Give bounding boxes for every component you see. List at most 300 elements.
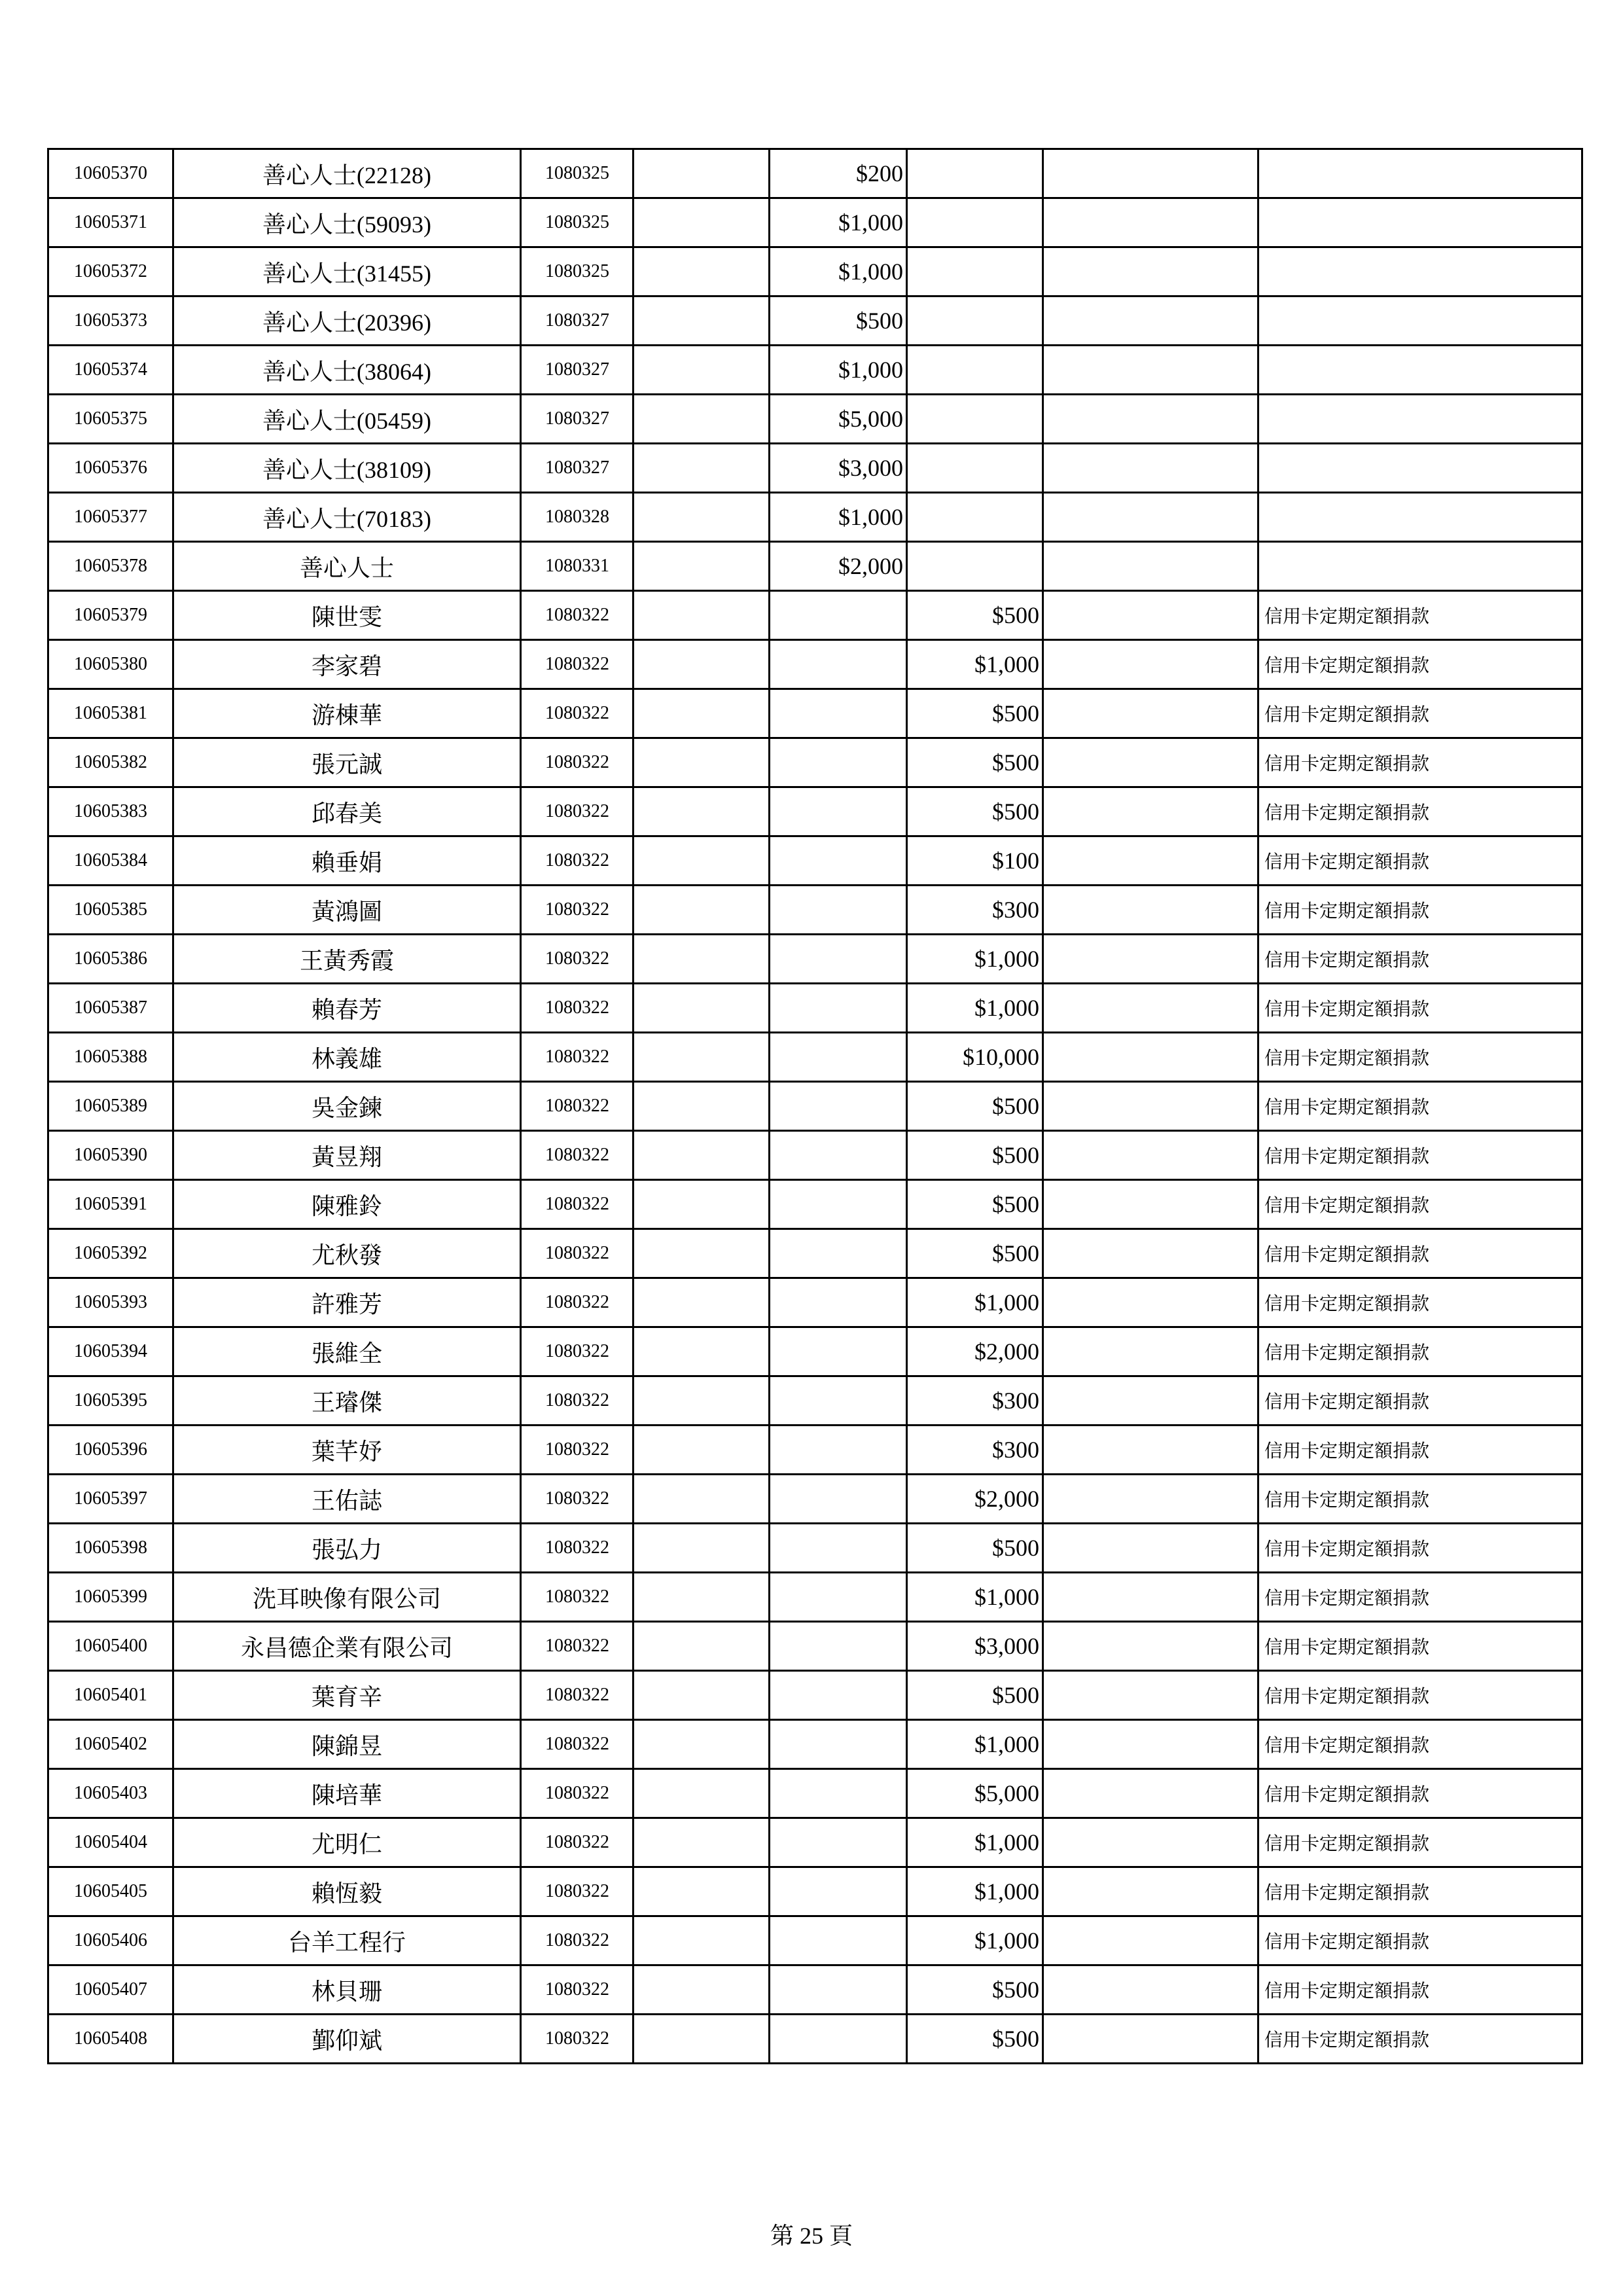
table-row	[48, 1622, 1582, 1671]
donation-date-cell: 1080322	[521, 1622, 633, 1671]
receipt-number-cell: 10605385	[48, 886, 173, 935]
amount-cell	[770, 591, 907, 640]
card-amount-cell: $500	[907, 1229, 1043, 1278]
note-cell: 信用卡定期定額捐款	[1258, 1769, 1582, 1818]
blank-cell	[633, 591, 770, 640]
table-row	[48, 1082, 1582, 1131]
donation-date-cell: 1080322	[521, 787, 633, 836]
card-amount-cell: $1,000	[907, 1720, 1043, 1769]
amount-cell	[770, 1131, 907, 1180]
donation-date-cell: 1080322	[521, 1720, 633, 1769]
table-row	[48, 1671, 1582, 1720]
blank-cell	[633, 444, 770, 493]
blank-cell	[633, 886, 770, 935]
blank-cell	[633, 1671, 770, 1720]
note-cell: 信用卡定期定額捐款	[1258, 1327, 1582, 1376]
blank-cell	[1043, 640, 1258, 689]
donation-date-cell: 1080325	[521, 198, 633, 247]
table-row	[48, 935, 1582, 984]
note-cell: 信用卡定期定額捐款	[1258, 2015, 1582, 2064]
donation-date-cell: 1080322	[521, 1229, 633, 1278]
blank-cell	[1043, 1229, 1258, 1278]
receipt-number-cell: 10605388	[48, 1033, 173, 1082]
blank-cell	[1043, 738, 1258, 787]
blank-cell	[633, 395, 770, 444]
card-amount-cell	[907, 493, 1043, 542]
receipt-number-cell: 10605403	[48, 1769, 173, 1818]
blank-cell	[633, 1278, 770, 1327]
donor-name-cell: 王黃秀霞	[173, 935, 521, 984]
table-row	[48, 1376, 1582, 1426]
blank-cell	[633, 1426, 770, 1475]
table-row	[48, 886, 1582, 935]
amount-cell	[770, 1818, 907, 1867]
blank-cell	[633, 787, 770, 836]
receipt-number-cell: 10605379	[48, 591, 173, 640]
donor-name-cell: 陳培華	[173, 1769, 521, 1818]
note-cell	[1258, 493, 1582, 542]
note-cell: 信用卡定期定額捐款	[1258, 984, 1582, 1033]
receipt-number-cell: 10605398	[48, 1524, 173, 1573]
donor-name-cell: 林義雄	[173, 1033, 521, 1082]
donation-date-cell: 1080325	[521, 149, 633, 198]
receipt-number-cell: 10605384	[48, 836, 173, 886]
receipt-number-cell: 10605395	[48, 1376, 173, 1426]
card-amount-cell: $1,000	[907, 640, 1043, 689]
donor-name-cell: 張元誠	[173, 738, 521, 787]
blank-cell	[633, 542, 770, 591]
amount-cell	[770, 1622, 907, 1671]
table-row	[48, 1327, 1582, 1376]
blank-cell	[633, 1033, 770, 1082]
amount-cell	[770, 1769, 907, 1818]
note-cell: 信用卡定期定額捐款	[1258, 935, 1582, 984]
donor-name-cell: 葉芊妤	[173, 1426, 521, 1475]
blank-cell	[633, 1769, 770, 1818]
blank-cell	[1043, 1033, 1258, 1082]
card-amount-cell: $500	[907, 1131, 1043, 1180]
receipt-number-cell: 10605377	[48, 493, 173, 542]
amount-cell: $5,000	[770, 395, 907, 444]
table-body	[48, 149, 1582, 2064]
card-amount-cell	[907, 149, 1043, 198]
blank-cell	[633, 1965, 770, 2015]
receipt-number-cell: 10605393	[48, 1278, 173, 1327]
blank-cell	[1043, 1278, 1258, 1327]
receipt-number-cell: 10605383	[48, 787, 173, 836]
card-amount-cell	[907, 395, 1043, 444]
receipt-number-cell: 10605372	[48, 247, 173, 296]
receipt-number-cell: 10605375	[48, 395, 173, 444]
donor-name-cell: 黃鴻圖	[173, 886, 521, 935]
amount-cell	[770, 1671, 907, 1720]
amount-cell	[770, 2015, 907, 2064]
donation-date-cell: 1080322	[521, 1426, 633, 1475]
receipt-number-cell: 10605382	[48, 738, 173, 787]
donor-name-cell: 善心人士(70183)	[173, 493, 521, 542]
amount-cell	[770, 1475, 907, 1524]
table-row	[48, 1278, 1582, 1327]
donation-date-cell: 1080322	[521, 984, 633, 1033]
blank-cell	[633, 935, 770, 984]
donation-date-cell: 1080322	[521, 2015, 633, 2064]
receipt-number-cell: 10605394	[48, 1327, 173, 1376]
table-row	[48, 1720, 1582, 1769]
receipt-number-cell: 10605370	[48, 149, 173, 198]
donor-name-cell: 張維全	[173, 1327, 521, 1376]
amount-cell: $1,000	[770, 346, 907, 395]
donor-name-cell: 尤秋發	[173, 1229, 521, 1278]
note-cell: 信用卡定期定額捐款	[1258, 1916, 1582, 1965]
amount-cell: $3,000	[770, 444, 907, 493]
card-amount-cell: $1,000	[907, 935, 1043, 984]
donation-date-cell: 1080322	[521, 1475, 633, 1524]
amount-cell	[770, 787, 907, 836]
table-row	[48, 1229, 1582, 1278]
receipt-number-cell: 10605380	[48, 640, 173, 689]
table-row	[48, 1769, 1582, 1818]
table-row	[48, 247, 1582, 296]
donation-date-cell: 1080322	[521, 1867, 633, 1916]
receipt-number-cell: 10605374	[48, 346, 173, 395]
card-amount-cell: $1,000	[907, 1867, 1043, 1916]
donation-date-cell: 1080327	[521, 346, 633, 395]
blank-cell	[1043, 1376, 1258, 1426]
blank-cell	[633, 836, 770, 886]
amount-cell	[770, 836, 907, 886]
blank-cell	[1043, 444, 1258, 493]
amount-cell	[770, 1180, 907, 1229]
receipt-number-cell: 10605399	[48, 1573, 173, 1622]
donor-name-cell: 黃昱翔	[173, 1131, 521, 1180]
note-cell	[1258, 198, 1582, 247]
blank-cell	[1043, 1524, 1258, 1573]
blank-cell	[1043, 1769, 1258, 1818]
receipt-number-cell: 10605405	[48, 1867, 173, 1916]
receipt-number-cell: 10605404	[48, 1818, 173, 1867]
donation-date-cell: 1080322	[521, 640, 633, 689]
note-cell: 信用卡定期定額捐款	[1258, 787, 1582, 836]
card-amount-cell: $3,000	[907, 1622, 1043, 1671]
donor-name-cell: 善心人士(31455)	[173, 247, 521, 296]
blank-cell	[1043, 1082, 1258, 1131]
blank-cell	[1043, 886, 1258, 935]
card-amount-cell: $2,000	[907, 1327, 1043, 1376]
amount-cell	[770, 1916, 907, 1965]
note-cell: 信用卡定期定額捐款	[1258, 1180, 1582, 1229]
amount-cell	[770, 1082, 907, 1131]
blank-cell	[633, 738, 770, 787]
blank-cell	[1043, 1720, 1258, 1769]
donation-date-cell: 1080322	[521, 1180, 633, 1229]
amount-cell	[770, 1965, 907, 2015]
donor-name-cell: 賴恆毅	[173, 1867, 521, 1916]
card-amount-cell: $5,000	[907, 1769, 1043, 1818]
receipt-number-cell: 10605400	[48, 1622, 173, 1671]
card-amount-cell	[907, 296, 1043, 346]
donor-name-cell: 王佑誌	[173, 1475, 521, 1524]
donor-name-cell: 善心人士	[173, 542, 521, 591]
note-cell: 信用卡定期定額捐款	[1258, 1818, 1582, 1867]
donation-date-cell: 1080322	[521, 886, 633, 935]
card-amount-cell: $300	[907, 1426, 1043, 1475]
receipt-number-cell: 10605387	[48, 984, 173, 1033]
donation-date-cell: 1080322	[521, 1818, 633, 1867]
note-cell: 信用卡定期定額捐款	[1258, 1622, 1582, 1671]
blank-cell	[633, 198, 770, 247]
amount-cell	[770, 1524, 907, 1573]
blank-cell	[1043, 198, 1258, 247]
donor-name-cell: 張弘力	[173, 1524, 521, 1573]
amount-cell	[770, 1033, 907, 1082]
amount-cell	[770, 984, 907, 1033]
card-amount-cell: $500	[907, 1671, 1043, 1720]
donation-date-cell: 1080322	[521, 935, 633, 984]
card-amount-cell: $500	[907, 689, 1043, 738]
card-amount-cell	[907, 198, 1043, 247]
blank-cell	[1043, 149, 1258, 198]
blank-cell	[633, 1229, 770, 1278]
table-row	[48, 2015, 1582, 2064]
amount-cell	[770, 1229, 907, 1278]
donor-name-cell: 善心人士(59093)	[173, 198, 521, 247]
table-row	[48, 1965, 1582, 2015]
donation-date-cell: 1080328	[521, 493, 633, 542]
donor-name-cell: 永昌德企業有限公司	[173, 1622, 521, 1671]
donation-date-cell: 1080322	[521, 1131, 633, 1180]
card-amount-cell: $1,000	[907, 1916, 1043, 1965]
donor-name-cell: 善心人士(22128)	[173, 149, 521, 198]
table-row	[48, 836, 1582, 886]
note-cell: 信用卡定期定額捐款	[1258, 1720, 1582, 1769]
blank-cell	[633, 149, 770, 198]
table-row	[48, 444, 1582, 493]
card-amount-cell: $500	[907, 787, 1043, 836]
blank-cell	[1043, 984, 1258, 1033]
blank-cell	[633, 1082, 770, 1131]
receipt-number-cell: 10605407	[48, 1965, 173, 2015]
blank-cell	[633, 1867, 770, 1916]
blank-cell	[1043, 247, 1258, 296]
receipt-number-cell: 10605402	[48, 1720, 173, 1769]
amount-cell	[770, 935, 907, 984]
blank-cell	[1043, 395, 1258, 444]
donation-date-cell: 1080322	[521, 1376, 633, 1426]
card-amount-cell: $10,000	[907, 1033, 1043, 1082]
note-cell: 信用卡定期定額捐款	[1258, 689, 1582, 738]
receipt-number-cell: 10605406	[48, 1916, 173, 1965]
blank-cell	[633, 2015, 770, 2064]
blank-cell	[633, 984, 770, 1033]
receipt-number-cell: 10605381	[48, 689, 173, 738]
donation-date-cell: 1080322	[521, 1278, 633, 1327]
donation-date-cell: 1080322	[521, 1671, 633, 1720]
amount-cell	[770, 1376, 907, 1426]
blank-cell	[1043, 1573, 1258, 1622]
note-cell: 信用卡定期定額捐款	[1258, 738, 1582, 787]
receipt-number-cell: 10605396	[48, 1426, 173, 1475]
table-row	[48, 738, 1582, 787]
blank-cell	[1043, 1818, 1258, 1867]
donor-name-cell: 賴春芳	[173, 984, 521, 1033]
donor-name-cell: 賴垂娟	[173, 836, 521, 886]
note-cell: 信用卡定期定額捐款	[1258, 1278, 1582, 1327]
donor-name-cell: 陳世雯	[173, 591, 521, 640]
blank-cell	[633, 640, 770, 689]
amount-cell: $1,000	[770, 493, 907, 542]
donation-date-cell: 1080322	[521, 1916, 633, 1965]
blank-cell	[633, 689, 770, 738]
amount-cell: $1,000	[770, 198, 907, 247]
donation-date-cell: 1080331	[521, 542, 633, 591]
donation-table	[47, 148, 1583, 2064]
blank-cell	[1043, 1916, 1258, 1965]
amount-cell	[770, 1720, 907, 1769]
donor-name-cell: 王璿傑	[173, 1376, 521, 1426]
table-row	[48, 198, 1582, 247]
card-amount-cell: $1,000	[907, 984, 1043, 1033]
card-amount-cell: $300	[907, 886, 1043, 935]
note-cell: 信用卡定期定額捐款	[1258, 1229, 1582, 1278]
note-cell	[1258, 149, 1582, 198]
donation-date-cell: 1080322	[521, 1082, 633, 1131]
table-row	[48, 1524, 1582, 1573]
table-row	[48, 640, 1582, 689]
blank-cell	[1043, 542, 1258, 591]
donor-name-cell: 鄞仰斌	[173, 2015, 521, 2064]
blank-cell	[633, 1475, 770, 1524]
table-row	[48, 542, 1582, 591]
table-row	[48, 787, 1582, 836]
donor-name-cell: 李家碧	[173, 640, 521, 689]
blank-cell	[633, 1622, 770, 1671]
note-cell: 信用卡定期定額捐款	[1258, 591, 1582, 640]
table-row	[48, 1573, 1582, 1622]
note-cell: 信用卡定期定額捐款	[1258, 1524, 1582, 1573]
receipt-number-cell: 10605401	[48, 1671, 173, 1720]
blank-cell	[1043, 1475, 1258, 1524]
card-amount-cell: $1,000	[907, 1818, 1043, 1867]
receipt-number-cell: 10605376	[48, 444, 173, 493]
blank-cell	[1043, 1622, 1258, 1671]
blank-cell	[1043, 493, 1258, 542]
amount-cell	[770, 886, 907, 935]
amount-cell: $500	[770, 296, 907, 346]
donor-name-cell: 游棟華	[173, 689, 521, 738]
amount-cell	[770, 1426, 907, 1475]
amount-cell	[770, 1573, 907, 1622]
blank-cell	[633, 296, 770, 346]
blank-cell	[1043, 1327, 1258, 1376]
donation-date-cell: 1080322	[521, 689, 633, 738]
donor-name-cell: 善心人士(38064)	[173, 346, 521, 395]
donation-date-cell: 1080327	[521, 444, 633, 493]
blank-cell	[633, 1131, 770, 1180]
donor-name-cell: 陳錦昱	[173, 1720, 521, 1769]
note-cell	[1258, 395, 1582, 444]
table-row	[48, 591, 1582, 640]
card-amount-cell: $500	[907, 1965, 1043, 2015]
blank-cell	[1043, 689, 1258, 738]
blank-cell	[633, 1720, 770, 1769]
amount-cell	[770, 738, 907, 787]
donor-name-cell: 許雅芳	[173, 1278, 521, 1327]
table-row	[48, 1033, 1582, 1082]
note-cell: 信用卡定期定額捐款	[1258, 1965, 1582, 2015]
table-row	[48, 1475, 1582, 1524]
blank-cell	[633, 1916, 770, 1965]
donor-name-cell: 洗耳映像有限公司	[173, 1573, 521, 1622]
amount-cell: $1,000	[770, 247, 907, 296]
table-row	[48, 984, 1582, 1033]
note-cell: 信用卡定期定額捐款	[1258, 836, 1582, 886]
note-cell: 信用卡定期定額捐款	[1258, 1573, 1582, 1622]
blank-cell	[1043, 296, 1258, 346]
note-cell: 信用卡定期定額捐款	[1258, 1867, 1582, 1916]
donor-name-cell: 台羊工程行	[173, 1916, 521, 1965]
blank-cell	[1043, 1671, 1258, 1720]
blank-cell	[1043, 1867, 1258, 1916]
amount-cell	[770, 1867, 907, 1916]
note-cell: 信用卡定期定額捐款	[1258, 1376, 1582, 1426]
table-row	[48, 1916, 1582, 1965]
receipt-number-cell: 10605390	[48, 1131, 173, 1180]
donation-date-cell: 1080322	[521, 738, 633, 787]
amount-cell	[770, 1327, 907, 1376]
blank-cell	[633, 493, 770, 542]
card-amount-cell: $500	[907, 591, 1043, 640]
card-amount-cell: $1,000	[907, 1278, 1043, 1327]
table-row	[48, 1818, 1582, 1867]
receipt-number-cell: 10605392	[48, 1229, 173, 1278]
donation-date-cell: 1080322	[521, 1769, 633, 1818]
donation-date-cell: 1080322	[521, 1965, 633, 2015]
blank-cell	[1043, 836, 1258, 886]
blank-cell	[1043, 591, 1258, 640]
note-cell: 信用卡定期定額捐款	[1258, 1671, 1582, 1720]
table-row	[48, 395, 1582, 444]
blank-cell	[633, 247, 770, 296]
donor-name-cell: 善心人士(38109)	[173, 444, 521, 493]
blank-cell	[633, 1327, 770, 1376]
note-cell: 信用卡定期定額捐款	[1258, 640, 1582, 689]
card-amount-cell: $500	[907, 2015, 1043, 2064]
table-row	[48, 346, 1582, 395]
note-cell: 信用卡定期定額捐款	[1258, 1475, 1582, 1524]
note-cell	[1258, 296, 1582, 346]
note-cell	[1258, 247, 1582, 296]
receipt-number-cell: 10605371	[48, 198, 173, 247]
note-cell: 信用卡定期定額捐款	[1258, 886, 1582, 935]
card-amount-cell: $500	[907, 1180, 1043, 1229]
card-amount-cell: $100	[907, 836, 1043, 886]
donation-date-cell: 1080322	[521, 1573, 633, 1622]
blank-cell	[633, 1524, 770, 1573]
blank-cell	[633, 346, 770, 395]
table-row	[48, 1426, 1582, 1475]
donation-date-cell: 1080327	[521, 296, 633, 346]
blank-cell	[1043, 1131, 1258, 1180]
donation-date-cell: 1080322	[521, 591, 633, 640]
donation-date-cell: 1080322	[521, 836, 633, 886]
blank-cell	[633, 1573, 770, 1622]
card-amount-cell: $2,000	[907, 1475, 1043, 1524]
blank-cell	[1043, 787, 1258, 836]
amount-cell: $200	[770, 149, 907, 198]
receipt-number-cell: 10605373	[48, 296, 173, 346]
blank-cell	[1043, 1965, 1258, 2015]
donor-name-cell: 陳雅鈴	[173, 1180, 521, 1229]
